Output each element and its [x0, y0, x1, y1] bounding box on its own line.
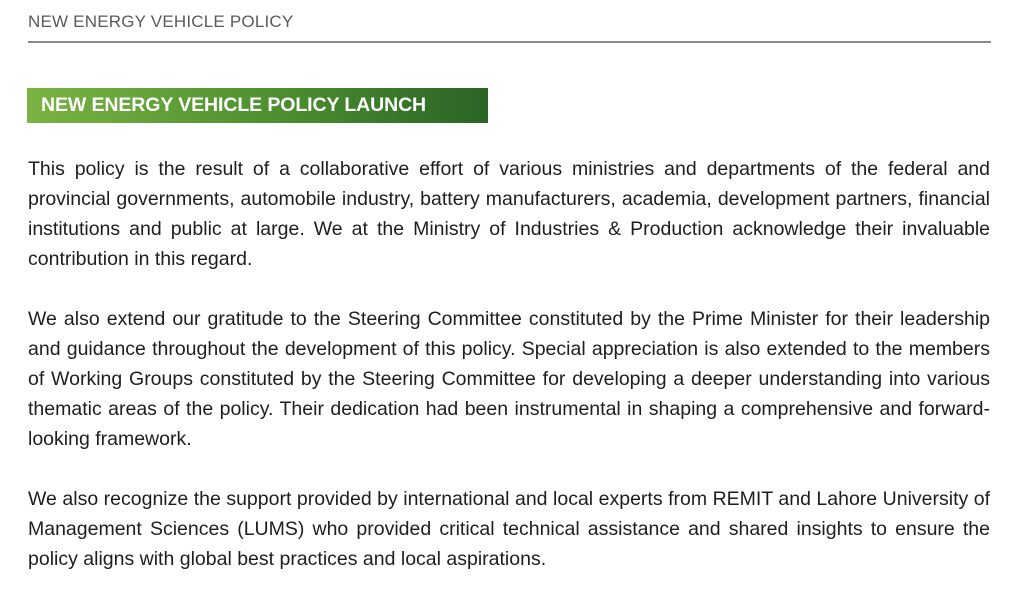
header-divider: [28, 41, 991, 43]
section-banner: [27, 88, 488, 123]
section-title: NEW ENERGY VEHICLE POLICY LAUNCH: [41, 94, 427, 116]
body-text: [28, 154, 990, 604]
running-header: NEW ENERGY VEHICLE POLICY: [28, 12, 294, 31]
paragraph-gratitude: We also extend our gratitude to the Steering Committee constituted by the Prime Minister for their leadership and guidance throughout the development of this policy. Special appreciation is also extended to the members of Working Groups constituted by the Steering Committee for developing a deeper understanding into various thematic areas of the policy. Their dedication had been instrumental in shaping a comprehensive and forward-looking framework.: [28, 308, 990, 450]
paragraph-acknowledgement: This policy is the result of a collaborative effort of various ministries and departments of the federal and provincial governments, automobile industry, battery manufacturers, academia, development partners, financial institutions and public at large. We at the Ministry of Industries & Production acknowledge their invaluable contribution in this regard.: [28, 158, 990, 270]
paragraph-support: We also recognize the support provided by international and local experts from REMIT and Lahore University of Management Sciences (LUMS) who provided critical technical assistance and shared insights to ensure the policy aligns with global best practices and local aspirations.: [28, 488, 990, 570]
